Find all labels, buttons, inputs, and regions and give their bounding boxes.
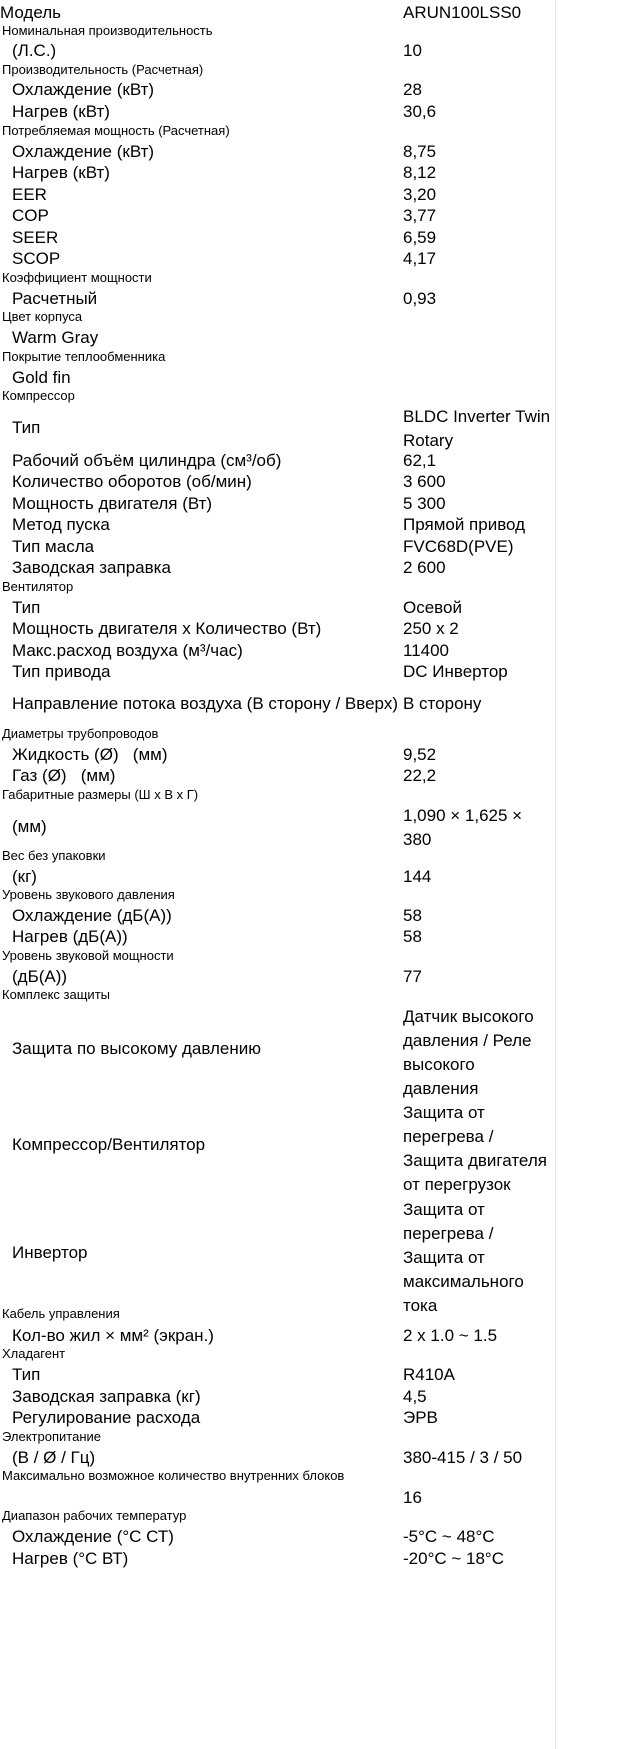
section-max-indoor: Максимально возможное количество внутренних блоков — [2, 1468, 345, 1483]
model-label: Модель — [0, 3, 62, 22]
casing-color: Warm Gray — [12, 328, 99, 347]
scop-label: SCOP — [12, 249, 61, 268]
section-refrigerant: Хладагент — [2, 1346, 66, 1361]
seer-label: SEER — [12, 228, 59, 247]
scop-value: 4,17 — [403, 249, 437, 268]
sound-cooling-label: Охлаждение (дБ(А)) — [12, 906, 172, 925]
fan-type-value: Осевой — [403, 598, 462, 617]
section-control-cable: Кабель управления — [2, 1306, 120, 1321]
fan-motor-label: Мощность двигателя x Количество (Вт) — [12, 619, 322, 638]
protection-comp-fan-label: Компрессор/Вентилятор — [12, 1135, 206, 1154]
sound-cooling-value: 58 — [403, 906, 422, 925]
temp-heating-value: -20°C ~ 18°C — [403, 1549, 505, 1568]
protection-inverter-label: Инвертор — [12, 1243, 88, 1262]
piping-gas-label: Газ (Ø) (мм) — [12, 766, 116, 785]
temp-cooling-label: Охлаждение (°C СТ) — [12, 1527, 174, 1546]
control-cable-label: Кол-во жил × мм² (экран.) — [12, 1326, 214, 1345]
power-cooling-value: 8,75 — [403, 142, 437, 161]
section-piping: Диаметры трубопроводов — [2, 726, 159, 741]
fan-direction-label: Направление потока воздуха (В сторону / Вверх) — [12, 694, 398, 713]
compressor-start-value: Прямой привод — [403, 515, 526, 534]
section-sound-power: Уровень звуковой мощности — [2, 948, 174, 963]
right-margin — [555, 0, 619, 1749]
weight-value: 144 — [403, 867, 432, 886]
section-compressor: Компрессор — [2, 388, 75, 403]
section-coating: Покрытие теплообменника — [2, 349, 166, 364]
seer-value: 6,59 — [403, 228, 437, 247]
power-cooling-label: Охлаждение (кВт) — [12, 142, 155, 161]
refrigerant-charge-value: 4,5 — [403, 1387, 427, 1406]
fan-airflow-label: Макс.расход воздуха (м³/час) — [12, 641, 243, 660]
piping-liquid-value: 9,52 — [403, 745, 437, 764]
refrigerant-control-value: ЭРВ — [403, 1408, 438, 1427]
compressor-type-value: BLDC Inverter Twin Rotary — [403, 407, 551, 450]
section-capacity: Производительность (Расчетная) — [2, 62, 204, 77]
nominal-label: (Л.С.) — [12, 41, 57, 60]
temp-heating-label: Нагрев (°C ВТ) — [12, 1549, 129, 1568]
sound-power-label: (дБ(А)) — [12, 967, 68, 986]
sound-heating-value: 58 — [403, 927, 422, 946]
compressor-speed-value: 3 600 — [403, 472, 446, 491]
section-power-supply: Электропитание — [2, 1429, 101, 1444]
max-indoor-value: 16 — [403, 1488, 422, 1507]
section-power-factor: Коэффициент мощности — [2, 270, 152, 285]
temp-cooling-value: -5°C ~ 48°C — [403, 1527, 495, 1546]
protection-comp-fan-value: Защита от перегрева / Защита двигателя от перегрузок — [403, 1103, 547, 1194]
capacity-cooling-label: Охлаждение (кВт) — [12, 80, 155, 99]
eer-label: EER — [12, 185, 47, 204]
compressor-start-label: Метод пуска — [12, 515, 110, 534]
nominal-value: 10 — [403, 41, 422, 60]
section-nominal: Номинальная производительность — [2, 23, 213, 38]
fan-motor-value: 250 x 2 — [403, 619, 459, 638]
compressor-speed-label: Количество оборотов (об/мин) — [12, 472, 252, 491]
piping-liquid-label: Жидкость (Ø) (мм) — [12, 745, 168, 764]
eer-value: 3,20 — [403, 185, 437, 204]
section-temp-range: Диапазон рабочих температур — [2, 1508, 187, 1523]
dimensions-value: 1,090 × 1,625 × 380 — [403, 806, 523, 849]
refrigerant-control-label: Регулирование расхода — [12, 1408, 201, 1427]
refrigerant-type-label: Тип — [12, 1365, 41, 1384]
protection-high-pressure-label: Защита по высокому давлению — [12, 1039, 261, 1058]
section-fan: Вентилятор — [2, 579, 74, 594]
compressor-displacement-label: Рабочий объём цилиндра (см³/об) — [12, 451, 282, 470]
section-dimensions: Габаритные размеры (Ш x В x Г) — [2, 787, 199, 802]
refrigerant-type-value: R410A — [403, 1365, 455, 1384]
fan-drive-value: DC Инвертор — [403, 662, 508, 681]
piping-gas-value: 22,2 — [403, 766, 437, 785]
power-heating-label: Нагрев (кВт) — [12, 163, 110, 182]
model-value: ARUN100LSS0 — [403, 3, 522, 22]
compressor-oil-label: Тип масла — [12, 537, 95, 556]
fan-airflow-value: 11400 — [403, 641, 450, 660]
power-factor-label: Расчетный — [12, 289, 98, 308]
cop-label: COP — [12, 206, 49, 225]
power-heating-value: 8,12 — [403, 163, 437, 182]
section-weight: Вес без упаковки — [2, 848, 106, 863]
section-protection: Комплекс защиты — [2, 987, 110, 1002]
power-supply-label: (В / Ø / Гц) — [12, 1448, 96, 1467]
protection-inverter-value: Защита от перегрева / Защита от максимального тока — [403, 1200, 524, 1315]
compressor-displacement-value: 62,1 — [403, 451, 437, 470]
refrigerant-charge-label: Заводская заправка (кг) — [12, 1387, 201, 1406]
compressor-motor-value: 5 300 — [403, 494, 446, 513]
compressor-type-label: Тип — [12, 418, 41, 437]
capacity-heating-value: 30,6 — [403, 102, 437, 121]
control-cable-value: 2 x 1.0 ~ 1.5 — [403, 1326, 498, 1345]
capacity-cooling-value: 28 — [403, 80, 422, 99]
cop-value: 3,77 — [403, 206, 437, 225]
dimensions-label: (мм) — [12, 817, 47, 836]
compressor-motor-label: Мощность двигателя (Вт) — [12, 494, 213, 513]
coating-type: Gold fin — [12, 368, 71, 387]
compressor-charge-value: 2 600 — [403, 558, 446, 577]
section-sound-pressure: Уровень звукового давления — [2, 887, 175, 902]
fan-type-label: Тип — [12, 598, 41, 617]
capacity-heating-label: Нагрев (кВт) — [12, 102, 110, 121]
protection-high-pressure-value: Датчик высокого давления / Реле высокого давления — [403, 1007, 534, 1098]
power-factor-value: 0,93 — [403, 289, 437, 308]
sound-heating-label: Нагрев (дБ(А)) — [12, 927, 128, 946]
section-casing: Цвет корпуса — [2, 309, 83, 324]
fan-direction-value: В сторону — [403, 694, 482, 713]
weight-label: (кг) — [12, 867, 37, 886]
section-power-input: Потребляемая мощность (Расчетная) — [2, 123, 230, 138]
power-supply-value: 380-415 / 3 / 50 — [403, 1448, 523, 1467]
fan-drive-label: Тип привода — [12, 662, 111, 681]
compressor-charge-label: Заводская заправка — [12, 558, 171, 577]
compressor-oil-value: FVC68D(PVE) — [403, 537, 514, 556]
sound-power-value: 77 — [403, 967, 422, 986]
